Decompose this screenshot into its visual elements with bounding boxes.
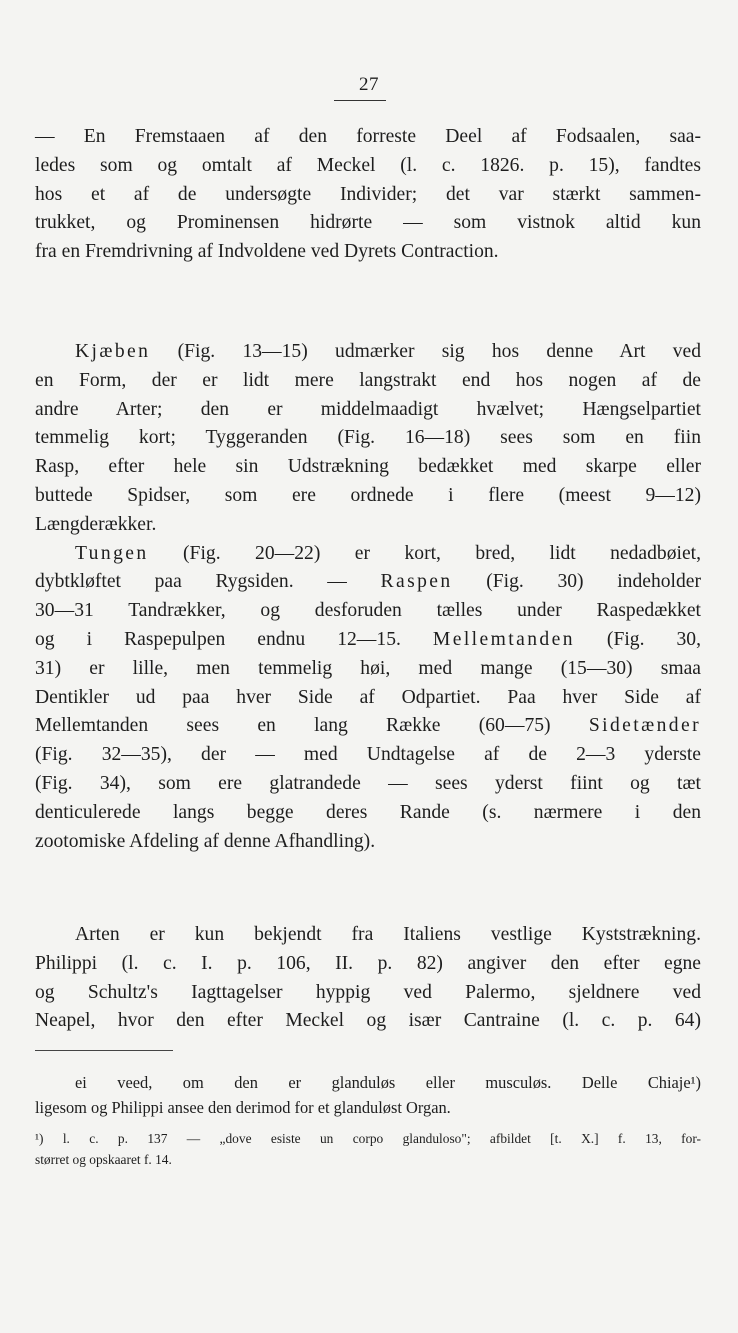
text-line: trukket, og Prominensen hidrørte — som vistnok altid kun — [35, 212, 701, 234]
text-line — [35, 568, 701, 597]
paragraph-distribution — [35, 921, 701, 1036]
term-tungen: Tungen — [75, 542, 149, 564]
paragraph-anatomy — [35, 338, 701, 856]
term-mellemtanden: Mellemtanden — [432, 628, 575, 650]
page-number: 27 — [359, 74, 379, 95]
term-kjaeben: Kjæben — [75, 341, 151, 362]
text-line: (Fig. 34), som ere glatrandede — sees yderst fiint og tæt — [35, 772, 701, 794]
paragraph-fodsaalen — [35, 123, 701, 267]
text-line: temmelig kort; Tyggeranden (Fig. 16—18) sees som en fiin — [35, 427, 701, 449]
footnote-continuation — [35, 1070, 701, 1120]
text-line: denticulerede langs begge deres Rande (s. nærmere i den — [35, 801, 701, 823]
text-line: ledes som og omtalt af Meckel (l. c. 1826. p. 15), fandtes — [35, 154, 701, 176]
term-sidetaender: Sidetænder — [588, 715, 701, 737]
text-line — [35, 540, 701, 569]
footnote-divider — [35, 1050, 173, 1051]
footnote-line: ligesom og Philippi ansee den derimod for et glanduløst Organ. — [35, 1098, 451, 1117]
text-fragment: (Fig. 20—22) er kort, bred, lidt nedadbøiet, — [148, 542, 701, 564]
page-number-rule — [334, 100, 386, 101]
text-line: Philippi (l. c. I. p. 106, II. p. 82) angiver den efter egne — [35, 952, 701, 974]
text-line: andre Arter; den er middelmaadigt hvælvet; Hængselpartiet — [35, 398, 701, 420]
text-line: Rasp, efter hele sin Udstrækning bedækket med skarpe eller — [35, 456, 701, 478]
text-line: og Schultz's Iagttagelser hyppig ved Palermo, sjeldnere ved — [35, 981, 701, 1003]
term-raspen: Raspen — [380, 571, 453, 593]
text-line: Arten er kun bekjendt fra Italiens vestlige Kyststrækning. — [75, 924, 701, 945]
text-fragment: (Fig. 13—15) udmærker sig hos denne Art ved — [150, 341, 701, 362]
text-line: — En Fremstaaen af den forreste Deel af Fodsaalen, saa- — [35, 126, 701, 147]
text-fragment: (Fig. 30) indeholder — [452, 571, 702, 593]
text-line: hos et af de undersøgte Individer; det var stærkt sammen- — [35, 183, 701, 205]
text-line — [35, 712, 701, 741]
text-line — [35, 626, 701, 655]
text-fragment: og i Raspepulpen endnu 12—15. — [35, 628, 433, 650]
text-line: Neapel, hvor den efter Meckel og især Cantraine (l. c. p. 64) — [35, 1010, 701, 1032]
text-fragment: (Fig. 30, — [574, 628, 701, 650]
text-fragment: Mellemtanden sees en lang Række (60—75) — [35, 715, 589, 737]
text-line: zootomiske Afdeling af denne Afhandling). — [35, 830, 376, 852]
text-line: 30—31 Tandrækker, og desforuden tælles under Raspedækket — [35, 600, 701, 622]
text-line — [35, 338, 701, 367]
text-line: 31) er lille, men temmelig høi, med mange (15—30) smaa — [35, 657, 701, 679]
footnote-line: ei veed, om den er glanduløs eller musculøs. Delle Chiaje¹) — [75, 1073, 701, 1092]
text-line: fra en Fremdrivning af Indvoldene ved Dyrets Contraction. — [35, 241, 499, 263]
text-line: (Fig. 32—35), der — med Undtagelse af de 2—3 yderste — [35, 744, 701, 766]
text-line: buttede Spidser, som ere ordnede i flere (meest 9—12) — [35, 484, 701, 506]
footnote-line: størret og opskaaret f. 14. — [35, 1152, 172, 1167]
text-line: en Form, der er lidt mere langstrakt end hos nogen af de — [35, 369, 701, 391]
text-fragment: dybtkløftet paa Rygsiden. — — [35, 571, 381, 593]
text-line: Dentikler ud paa hver Side af Odpartiet. Paa hver Side af — [35, 686, 701, 708]
footnote-line: ¹) l. c. p. 137 — „dove esiste un corpo glanduloso"; afbildet [t. X.] f. 13, for- — [35, 1131, 701, 1146]
text-line: Længderækker. — [35, 513, 157, 535]
footnote-1 — [35, 1128, 701, 1170]
